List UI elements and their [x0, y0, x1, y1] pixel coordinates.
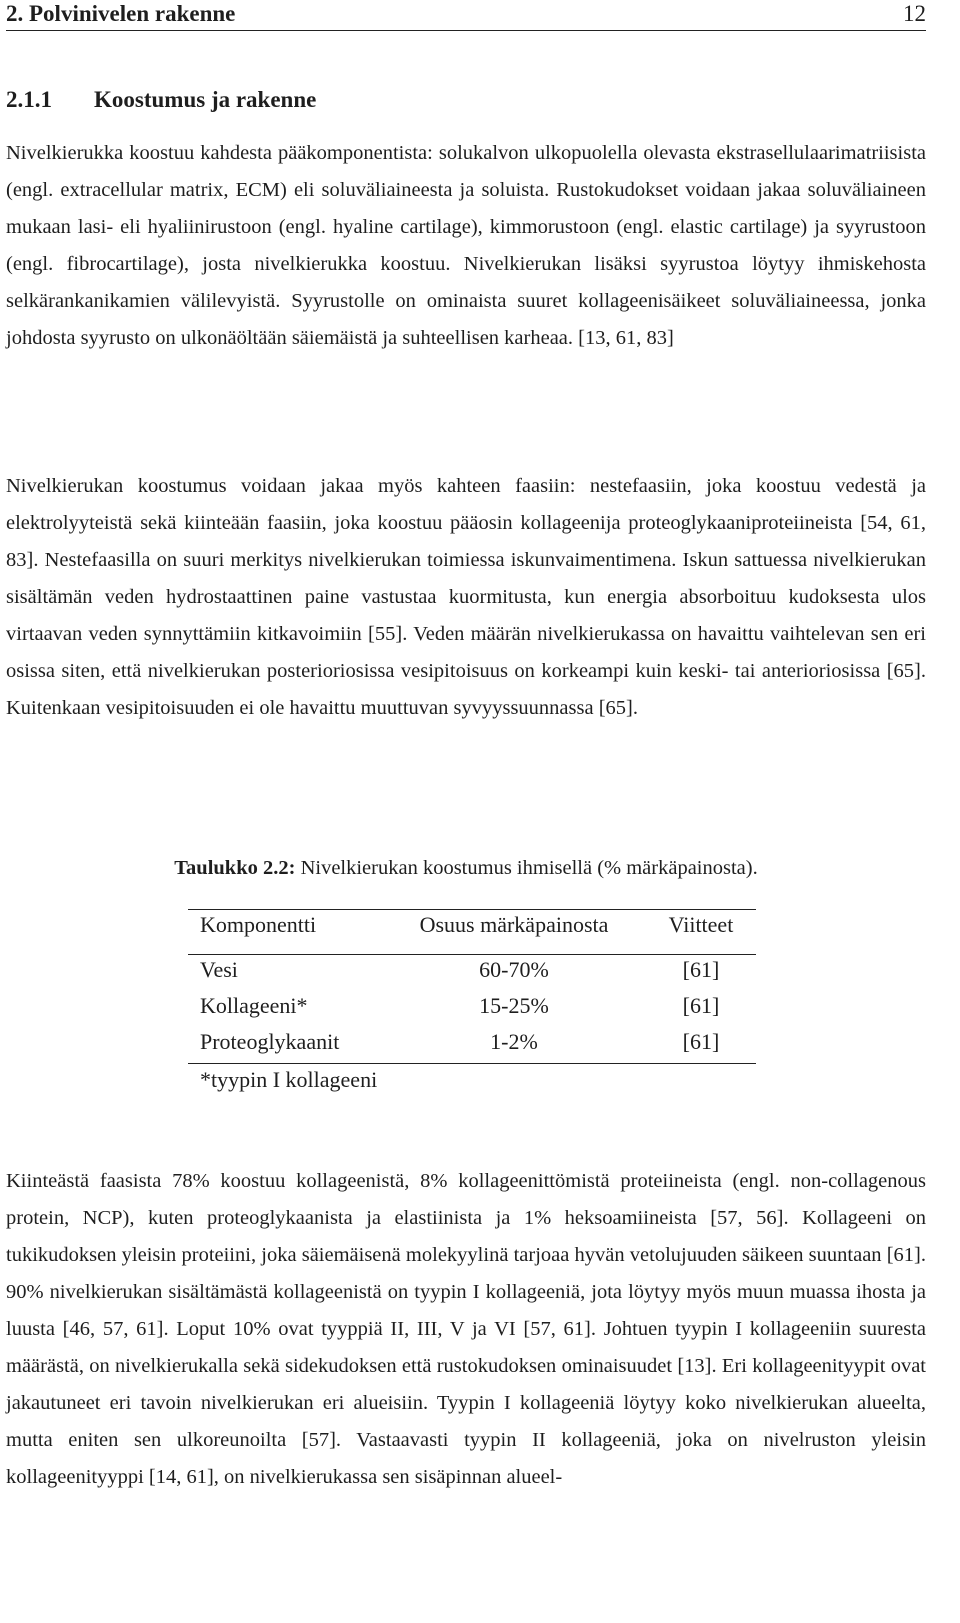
table-header-refs: Viitteet	[668, 912, 734, 937]
table-cell-refs: [61]	[682, 1029, 720, 1054]
header-rule	[6, 30, 926, 31]
table-header-share: Osuus märkäpainosta	[419, 912, 609, 937]
table-caption-label: Taulukko 2.2:	[174, 857, 296, 879]
table-cell-component: Kollageeni*	[200, 993, 308, 1018]
running-header	[6, 0, 926, 30]
table-cell-refs: [61]	[682, 993, 720, 1018]
table-cell-share: 15-25%	[479, 993, 549, 1018]
paragraph-ecm: Nivelkierukka koostuu kahdesta pääkomponentista: solukalvon ulkopuolella olevasta ekstrasellulaarimatriisista (engl. extracellular matrix, ECM) eli soluväliaineesta ja soluista. Rustokudokset voidaan jakaa soluväliaineen mukaan lasi- eli hyaliinirustoon (engl. hyaline cartilage), kimmorustoon (engl. elastic cartilage) ja syyrustoon (engl. fibrocartilage), josta nivelkierukka koostuu. Nivelkierukan lisäksi syyrustoa löytyy ihmiskehosta selkärankanikamien välilevyistä. Syyrustolle on ominaista suuret kollageenisäikeet soluväliaineessa, jonka johdosta syyrusto on ulkonäöltään säiemäistä ja suhteellisen karheaa. [13, 61, 83]	[6, 142, 926, 349]
paragraph-phases: Nivelkierukan koostumus voidaan jakaa myös kahteen faasiin: nestefaasiin, joka koostuu vedestä ja elektrolyyteistä sekä kiinteään faasiin, joka koostuu pääosin kollageenija proteoglykaaniproteiineista [54, 61, 83]. Nestefaasilla on suuri merkitys nivelkierukan toimiessa iskunvaimentimena. Iskun sattuessa nivelkierukan sisältämän veden hydrostaattinen paine vastustaa kuormitusta, kun energia absorboituu kudoksesta ulos virtaavan veden synnyttämiin kitkavoimiin [55]. Veden määrän nivelkierukassa on havaittu vaihtelevan sen eri osissa siten, että nivelkierukan posterioriosissa vesipitoisuus on korkeampi kuin keski- tai anterioriosissa [65]. Kuitenkaan vesipitoisuuden ei ole havaittu muuttuvan syvyyssuunnassa [65].	[6, 475, 926, 719]
table-header-component: Komponentti	[200, 912, 317, 937]
chapter-title: 2. Polvinivelen rakenne	[6, 1, 236, 26]
table-caption-text: Nivelkierukan koostumus ihmisellä (% märkäpainosta).	[300, 857, 758, 879]
subsection-title: Koostumus ja rakenne	[94, 87, 317, 112]
page-number: 12	[903, 1, 926, 26]
subsection-number: 2.1.1	[6, 87, 52, 112]
table-cell-component: Vesi	[200, 957, 238, 982]
table-cell-refs: [61]	[682, 957, 720, 982]
table-cell-component: Proteoglykaanit	[200, 1029, 340, 1054]
subsection-heading	[6, 86, 316, 114]
paragraph-solid-phase: Kiinteästä faasista 78% koostuu kollageenistä, 8% kollageenittömistä proteiineista (engl. non-collagenous protein, NCP), kuten proteoglykaanista ja elastiinista ja 1% heksoamiineista [57, 56]. Kollageeni on tukikudoksen yleisin proteiini, joka säiemäisenä molekyylinä tarjoaa hyvän vetolujuuden säikeen suuntaan [61]. 90% nivelkierukan sisältämästä kollageenistä on tyypin I kollageeniä, jota löytyy myös muun muassa ihosta ja luusta [46, 57, 61]. Loput 10% ovat tyyppiä II, III, V ja VI [57, 61]. Johtuen tyypin I kollageeniin suuresta määrästä, on nivelkierukalla sekä sidekudoksen että rustokudoksen ominaisuudet [13]. Eri kollageenityypit ovat jakautuneet eri tavoin nivelkierukan eri alueisiin. Tyypin I kollageeniä löytyy koko nivelkierukan alueelta, mutta eniten sen ulkoreunoilta [57]. Vastaavasti tyypin II kollageeniä, joka on nivelruston yleisin kollageenityyppi [14, 61], on nivelkierukassa sen sisäpinnan alueel-	[6, 1170, 926, 1488]
table-caption	[6, 851, 926, 885]
table-footnote: *tyypin I kollageeni	[200, 1067, 378, 1092]
table-cell-share: 1-2%	[490, 1029, 538, 1054]
table-cell-share: 60-70%	[479, 957, 549, 982]
